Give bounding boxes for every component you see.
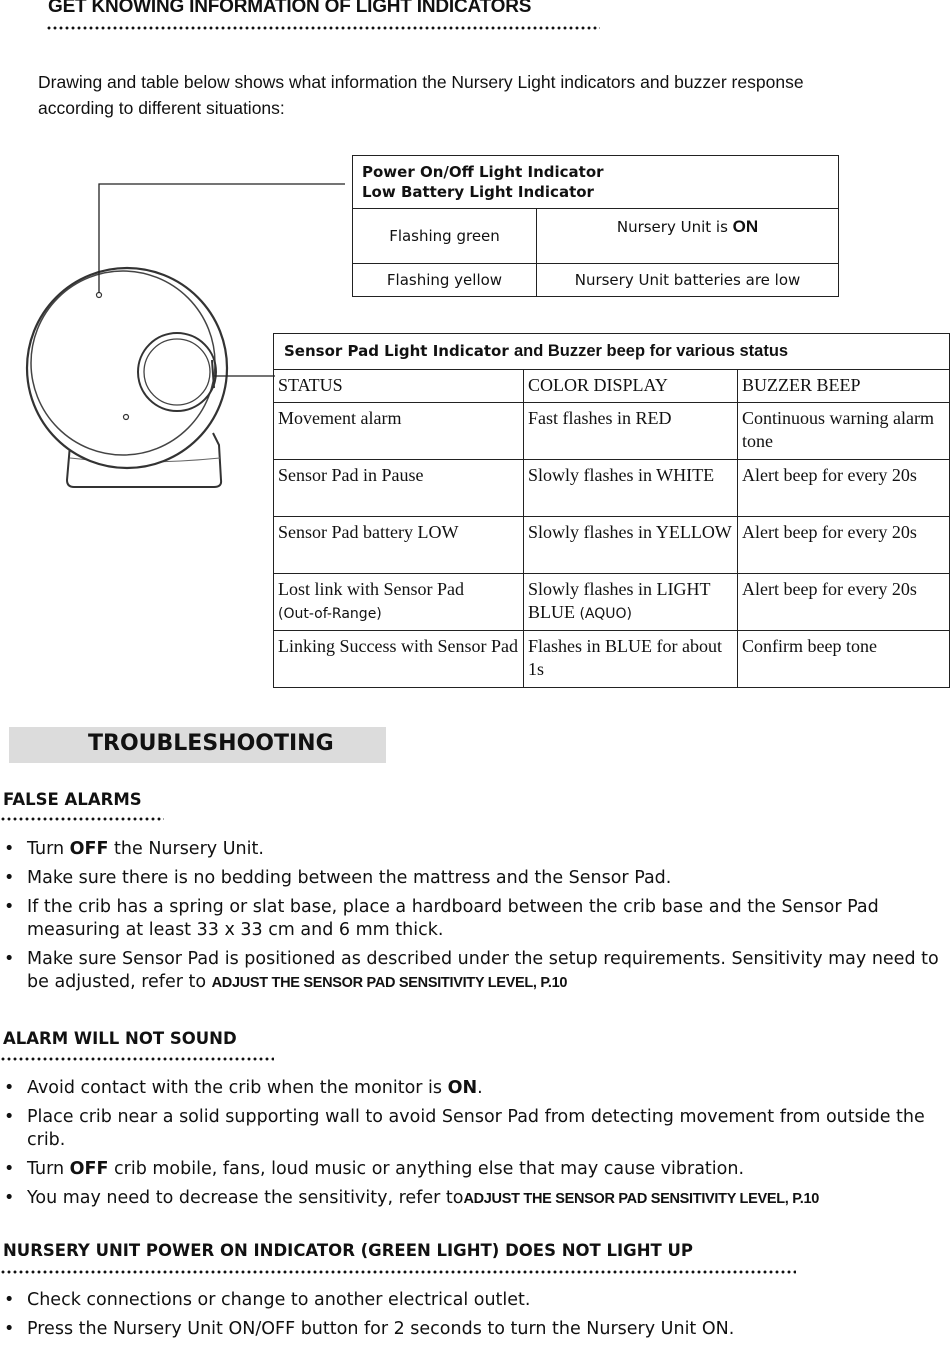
nursery-table-header: Power On/Off Light Indicator Low Battery Light Indicator [353, 156, 839, 209]
light-cell: Flashing green [353, 209, 537, 264]
reference-link: ADJUST THE SENSOR PAD SENSITIVITY LEVEL, P.10 [211, 975, 568, 991]
list-item: • Turn OFF the Nursery Unit. [0, 838, 940, 861]
table-row [274, 574, 950, 631]
status-cell: Sensor Pad battery LOW [274, 517, 524, 574]
buzzer-cell: Alert beep for every 20s [738, 517, 950, 574]
title-underline [46, 26, 600, 30]
nursery-indicator-table [352, 155, 839, 297]
section-underline [0, 1057, 274, 1061]
page-title: GET KNOWING INFORMATION OF LIGHT INDICATORS [48, 0, 532, 17]
meaning-cell: Nursery Unit batteries are low [537, 264, 839, 297]
status-cell: Sensor Pad in Pause [274, 460, 524, 517]
status-cell: Lost link with Sensor Pad (Out-of-Range) [274, 574, 524, 631]
buzzer-cell: Confirm beep tone [738, 631, 950, 688]
buzzer-cell: Alert beep for every 20s [738, 460, 950, 517]
column-header: COLOR DISPLAY [524, 370, 738, 403]
list-item: • Make sure there is no bedding between the mattress and the Sensor Pad. [0, 867, 940, 890]
light-cell: Flashing yellow [353, 264, 537, 297]
table-row [274, 403, 950, 460]
section-underline [0, 1270, 796, 1274]
table-row [353, 264, 839, 297]
list-item: • Press the Nursery Unit ON/OFF button for 2 seconds to turn the Nursery Unit ON. [0, 1318, 940, 1341]
sensor-pad-table [273, 333, 950, 688]
column-header: STATUS [274, 370, 524, 403]
alarm-no-sound-list [0, 1077, 940, 1217]
buzzer-cell: Alert beep for every 20s [738, 574, 950, 631]
sensor-table-header: Sensor Pad Light Indicator and Buzzer beep for various status [274, 334, 950, 370]
section-title-alarm-no-sound: ALARM WILL NOT SOUND [3, 1029, 237, 1048]
false-alarms-list [0, 838, 940, 1001]
status-cell: Linking Success with Sensor Pad [274, 631, 524, 688]
list-item: • If the crib has a spring or slat base, place a hardboard between the crib base and the Sensor Pad measuring at least 33 x 33 cm and 6 mm thick. [0, 896, 940, 942]
section-title-false-alarms: FALSE ALARMS [3, 790, 142, 809]
status-cell: Movement alarm [274, 403, 524, 460]
color-cell: Flashes in BLUE for about 1s [524, 631, 738, 688]
list-item: • Avoid contact with the crib when the monitor is ON. [0, 1077, 940, 1100]
reference-link: ADJUST THE SENSOR PAD SENSITIVITY LEVEL, P.10 [463, 1191, 819, 1207]
table-row [274, 517, 950, 574]
table-row [353, 209, 839, 264]
list-item: • Place crib near a solid supporting wall to avoid Sensor Pad from detecting movement from outside the crib. [0, 1106, 940, 1152]
color-cell: Slowly flashes in LIGHT BLUE (AQUO) [524, 574, 738, 631]
column-header: BUZZER BEEP [738, 370, 950, 403]
list-item: • You may need to decrease the sensitivity, refer toADJUST THE SENSOR PAD SENSITIVITY LEVEL, P.10 [0, 1187, 940, 1211]
color-cell: Fast flashes in RED [524, 403, 738, 460]
color-cell: Slowly flashes in YELLOW [524, 517, 738, 574]
column-header-row [274, 370, 950, 403]
table-row [274, 631, 950, 688]
section-title-power-indicator: NURSERY UNIT POWER ON INDICATOR (GREEN LIGHT) DOES NOT LIGHT UP [3, 1241, 694, 1260]
color-cell: Slowly flashes in WHITE [524, 460, 738, 517]
troubleshooting-title: TROUBLESHOOTING [88, 731, 334, 756]
table-row [274, 460, 950, 517]
buzzer-cell: Continuous warning alarm tone [738, 403, 950, 460]
list-item: • Check connections or change to another electrical outlet. [0, 1289, 940, 1312]
meaning-cell: Nursery Unit is ON [537, 209, 839, 264]
section-underline [0, 817, 164, 821]
list-item: • Turn OFF crib mobile, fans, loud music or anything else that may cause vibration. [0, 1158, 940, 1181]
power-indicator-list [0, 1289, 940, 1347]
list-item: • Make sure Sensor Pad is positioned as described under the setup requirements. Sensitivity may need to be adjusted, refer to ADJUST THE SENSOR PAD SENSITIVITY LEVEL, P.10 [0, 948, 940, 995]
intro-text: Drawing and table below shows what information the Nursery Light indicators and buzzer response according to different situations: [38, 72, 804, 118]
